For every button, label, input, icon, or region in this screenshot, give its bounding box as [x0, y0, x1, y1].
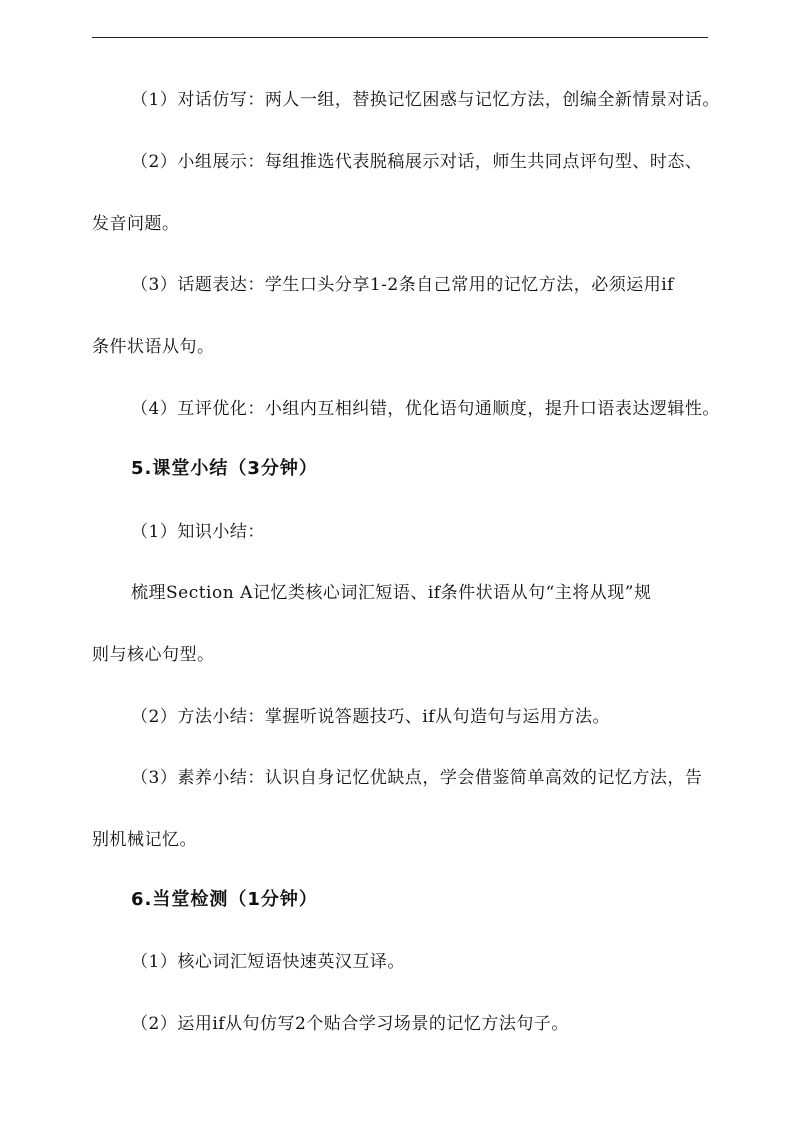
paragraph-line: （2）方法小结：掌握听说答题技巧、if从句造句与运用方法。 [131, 707, 611, 727]
paragraph-line: 别机械记忆。 [92, 830, 197, 850]
paragraph-line: （4）互评优化：小组内互相纠错，优化语句通顺度，提升口语表达逻辑性。 [131, 399, 720, 419]
section-heading: 5.课堂小结（3分钟） [131, 458, 318, 479]
paragraph-line: （3）话题表达：学生口头分享1-2条自己常用的记忆方法，必须运用if [131, 275, 674, 295]
section-heading: 6.当堂检测（1分钟） [131, 889, 318, 910]
paragraph-line: 发音问题。 [92, 214, 180, 234]
paragraph-line: （3）素养小结：认识自身记忆优缺点，学会借鉴简单高效的记忆方法，告 [131, 768, 703, 788]
paragraph-line: 则与核心句型。 [92, 645, 215, 665]
paragraph-line: （1）知识小结： [131, 522, 265, 542]
paragraph-line: 条件状语从句。 [92, 337, 215, 357]
paragraph-line: 梳理Section A记忆类核心词汇短语、if条件状语从句“主将从现”规 [131, 583, 652, 603]
header-rule [92, 37, 708, 38]
paragraph-line: （2）小组展示：每组推选代表脱稿展示对话，师生共同点评句型、时态、 [131, 152, 703, 172]
paragraph-line: （1）核心词汇短语快速英汉互译。 [131, 952, 405, 972]
paragraph-line: （2）运用if从句仿写2个贴合学习场景的记忆方法句子。 [131, 1014, 569, 1034]
paragraph-line: （1）对话仿写：两人一组，替换记忆困惑与记忆方法，创编全新情景对话。 [131, 90, 720, 110]
